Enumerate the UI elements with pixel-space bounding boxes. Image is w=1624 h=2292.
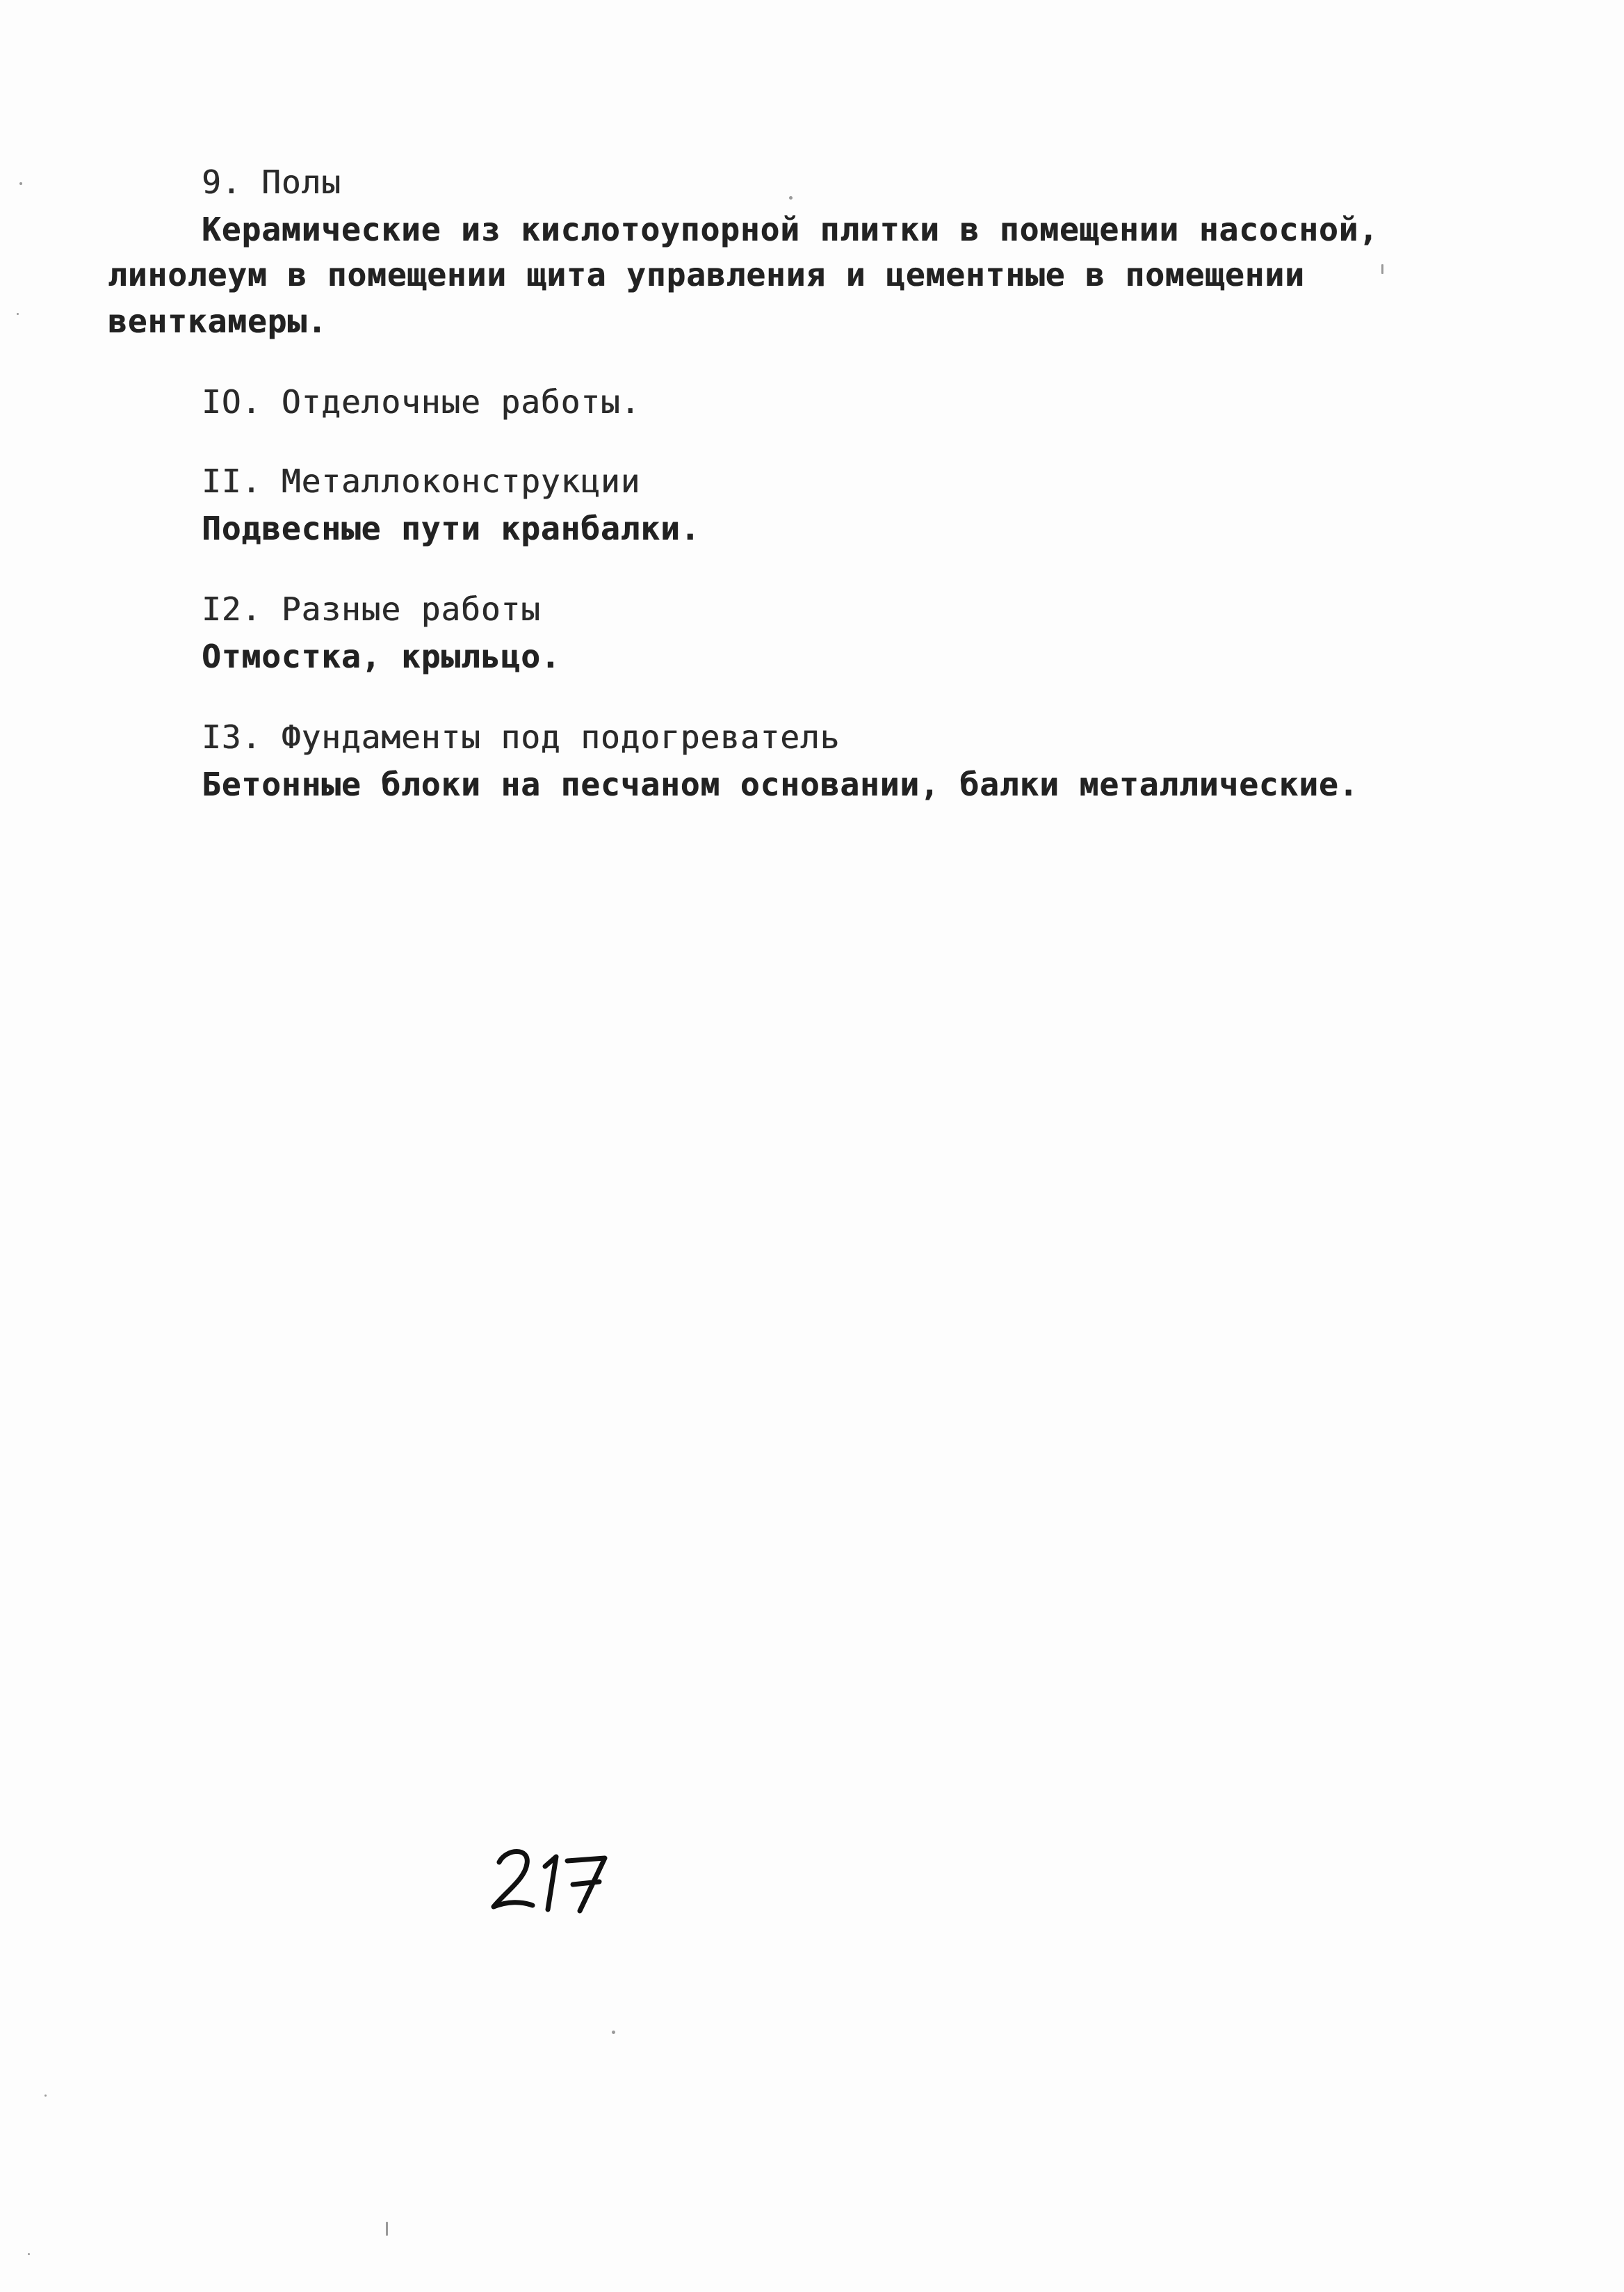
scan-speck bbox=[19, 182, 22, 185]
scan-speck bbox=[1381, 264, 1383, 274]
section-11-body-line-1: Подвесные пути кранбалки. bbox=[202, 510, 701, 547]
scan-speck bbox=[612, 2031, 615, 2034]
section-9-body-line-2: линолеум в помещении щита управления и цементные в помещении bbox=[108, 256, 1305, 293]
section-9-body-line-3: венткамеры. bbox=[108, 302, 327, 340]
scan-speck bbox=[386, 2222, 388, 2236]
section-11-heading: II. Металлоконструкции bbox=[202, 462, 641, 500]
section-13-body-line-1: Бетонные блоки на песчаном основании, балки металлические. bbox=[202, 766, 1359, 803]
handwritten-page-number bbox=[487, 1843, 612, 1919]
section-12-body-line-1: Отмостка, крыльцо. bbox=[202, 638, 561, 675]
section-12-heading: I2. Разные работы bbox=[202, 590, 541, 628]
section-10-heading: IO. Отделочные работы. bbox=[202, 383, 641, 421]
scan-speck bbox=[17, 313, 19, 315]
section-9-body-line-1: Керамические из кислотоупорной плитки в помещении насосной, bbox=[202, 211, 1379, 248]
section-9-heading: 9. Полы bbox=[202, 163, 341, 201]
section-13-heading: I3. Фундаменты под подогреватель bbox=[202, 718, 841, 756]
scan-speck bbox=[789, 196, 793, 200]
scan-speck bbox=[28, 2253, 30, 2255]
scan-speck bbox=[44, 2095, 47, 2097]
